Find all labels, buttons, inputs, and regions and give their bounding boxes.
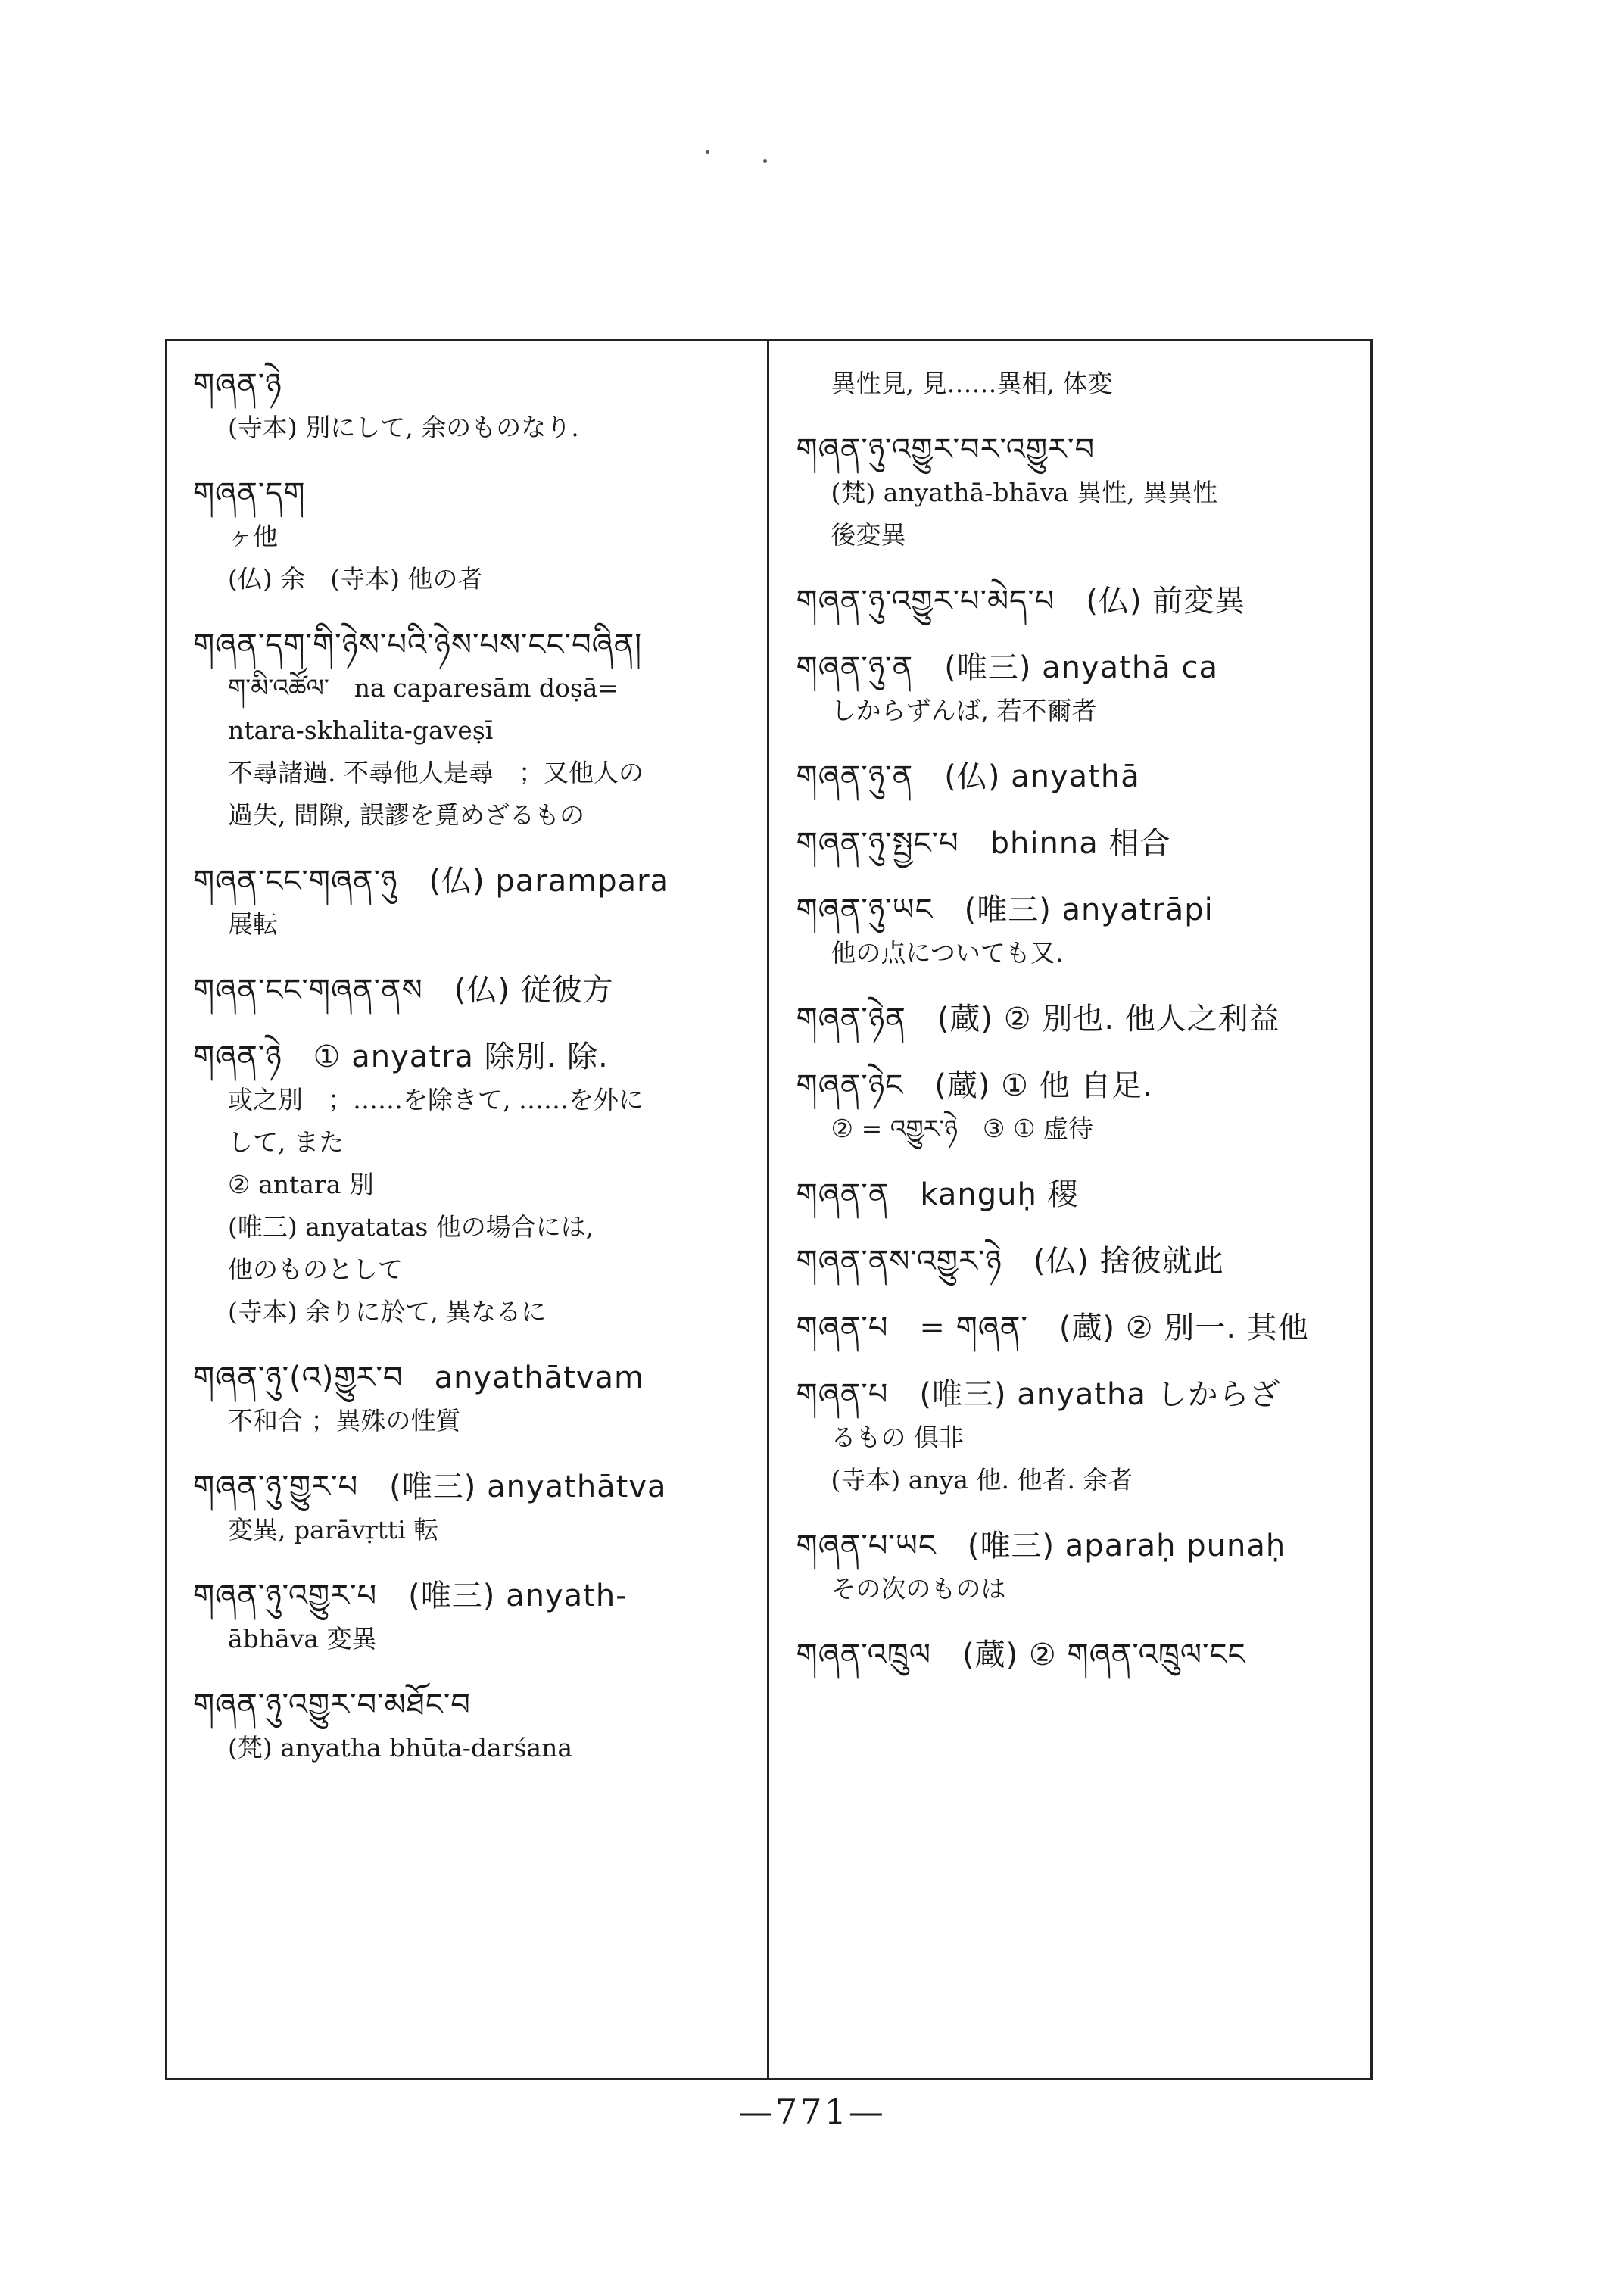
entry-gloss-line: 或之別 ；……を除きて, ……を外に xyxy=(228,1085,644,1114)
entry-gloss-line: るもの 俱非 xyxy=(831,1423,964,1452)
entry-headword: གཞན་ནས་འགྱུར་ཉེ (仏) 捨彼就此 xyxy=(796,1244,1224,1279)
entry-headword: གཞན་འཁྲུལ (蔵) ② གཞན་འཁྲུལ་ངང xyxy=(796,1638,1246,1672)
entry-headword: གཞན་ངང་གཞན་ཉུ (仏) parampara xyxy=(193,864,670,899)
entry-gloss-line: しからずんば, 若不爾者 xyxy=(831,696,1097,725)
dictionary-entry xyxy=(796,755,1353,799)
entry-headword: གཞན་པ = གཞན་ (蔵) ② 別一. 其他 xyxy=(796,1311,1309,1345)
dictionary-entry xyxy=(796,888,1353,974)
entry-gloss-line: (唯三) anyatatas 他の場合には, xyxy=(228,1212,594,1242)
entry-headword: གཞན་ཉུ་འགྱུར་བ་མཐོང་བ xyxy=(193,1688,471,1722)
entry-gloss-line: (寺本) anya 他. 他者. 余者 xyxy=(831,1465,1133,1495)
entry-gloss-line: その次のものは xyxy=(831,1574,1006,1604)
dictionary-entry xyxy=(796,579,1353,623)
right-column xyxy=(769,341,1371,2078)
entry-gloss-line: 後変異 xyxy=(831,520,906,550)
entry-headword: གཞན་ཉུ་ན (仏) anyathā xyxy=(796,759,1140,794)
dictionary-entry xyxy=(796,997,1353,1041)
entry-headword: གཞན་ཉེ ① anyatra 除別. 除. xyxy=(193,1039,609,1074)
entry-gloss-line: (寺本) 余りに於て, 異なるに xyxy=(228,1297,547,1326)
entry-gloss-line: 異性見, 見……異相, 体変 xyxy=(831,369,1113,398)
entry-headword: གཞན་ཉུ་(འ)གྱུར་བ anyathātvam xyxy=(193,1361,644,1395)
dictionary-entry xyxy=(193,1574,749,1660)
entry-gloss-line: して, また xyxy=(228,1127,344,1157)
entry-headword: གཞན་ཉུ་ཡང (唯三) anyatrāpi xyxy=(796,893,1214,927)
entry-headword: གཞན་པ (唯三) anyatha しからざ xyxy=(796,1377,1281,1412)
entry-gloss-line: 他の点についても又. xyxy=(831,938,1064,968)
entry-headword: གཞན་ན kanguḥ 稷 xyxy=(796,1177,1079,1212)
entry-headword: གཞན་པ་ཡང (唯三) aparaḥ punaḥ xyxy=(796,1529,1286,1563)
entry-headword: གཞན་ངང་གཞན་ནས (仏) 従彼方 xyxy=(193,973,614,1008)
entry-gloss-line: ② antara 別 xyxy=(228,1170,374,1199)
dictionary-entry xyxy=(796,821,1353,865)
dictionary-entry xyxy=(796,363,1353,405)
entry-gloss-line: (仏) 余 (寺本) 他の者 xyxy=(228,564,483,594)
dictionary-entry xyxy=(796,1239,1353,1283)
dictionary-entry xyxy=(796,646,1353,732)
entry-gloss-line: (寺本) 別にして, 余のものなり. xyxy=(228,413,579,442)
entry-gloss-line: (梵) anyathā-bhāva 異性, 異異性 xyxy=(831,478,1218,507)
entry-headword: གཞན་ཉེ xyxy=(193,367,282,402)
entry-gloss-line: 展転 xyxy=(228,909,278,939)
entry-headword: གཞན་ཉུ་ན (唯三) anyathā ca xyxy=(796,650,1218,685)
entry-gloss-line: ② = འགྱུར་ཉེ ③ ① 虚待 xyxy=(831,1114,1094,1143)
entry-headword: གཞན་ཉེང (蔵) ① 他 自足. xyxy=(796,1068,1154,1103)
entry-gloss-line: 他のものとして xyxy=(228,1255,403,1284)
dictionary-entry xyxy=(193,472,749,600)
entry-headword: གཞན་ཉེན (蔵) ② 別也. 他人之利益 xyxy=(796,1002,1280,1036)
entry-gloss-line: 過失, 間隙, 誤謬を覓めざるもの xyxy=(228,800,584,830)
dictionary-entry xyxy=(796,1373,1353,1501)
dictionary-entry xyxy=(193,1356,749,1442)
entry-gloss-line: ヶ他 xyxy=(228,522,278,551)
entry-headword: གཞན་ཉུ་སྤྱང་པ bhinna 相合 xyxy=(796,826,1171,861)
dictionary-entry xyxy=(193,968,749,1012)
dictionary-entry xyxy=(796,1524,1353,1610)
entry-headword: གཞན་ཉུ་འགྱུར་པ་མེད་པ (仏) 前変異 xyxy=(796,584,1246,619)
entry-headword: གཞན་ཉུ་འགྱུར་པ (唯三) anyath- xyxy=(193,1579,628,1613)
dictionary-entry xyxy=(193,1035,749,1333)
dictionary-entry xyxy=(796,1306,1353,1350)
dictionary-entry xyxy=(193,859,749,946)
dictionary-entry xyxy=(193,1683,749,1769)
entry-gloss-line: ntara-skhalita-gaveṣī xyxy=(228,715,494,745)
dictionary-entry xyxy=(796,1633,1353,1677)
entry-headword: གཞན་དག་གི་ཉེས་པའི་ཉེས་པས་ངང་བཞིན། xyxy=(193,628,643,662)
entry-headword: གཞན་ཉུ་གྱུར་པ (唯三) anyathātva xyxy=(193,1470,667,1504)
page-number: —771— xyxy=(738,2091,886,2132)
dictionary-entry xyxy=(193,1465,749,1551)
entry-gloss-line: ābhāva 変異 xyxy=(228,1624,377,1653)
entry-gloss-line: ག་མི་འཚོལ་ na caparesām doṣā= xyxy=(228,673,619,703)
dictionary-entry xyxy=(796,1173,1353,1217)
left-column xyxy=(167,341,769,2078)
entry-headword: གཞན་དག xyxy=(193,476,306,511)
dictionary-entry xyxy=(796,1064,1353,1150)
dictionary-page-frame xyxy=(165,339,1373,2080)
entry-gloss-line: 不和合 ；異殊の性質 xyxy=(228,1406,461,1435)
entry-headword: གཞན་ཉུ་འགྱུར་བར་འགྱུར་བ xyxy=(796,432,1096,467)
dictionary-entry xyxy=(796,428,1353,556)
entry-gloss-line: (梵) anyatha bhūta-darśana xyxy=(228,1733,572,1763)
dictionary-entry xyxy=(193,363,749,449)
entry-gloss-line: 変異, parāvṛtti 転 xyxy=(228,1515,439,1544)
dictionary-entry xyxy=(193,623,749,837)
entry-gloss-line: 不尋諸過. 不尋他人是尋 ；又他人の xyxy=(228,758,644,787)
